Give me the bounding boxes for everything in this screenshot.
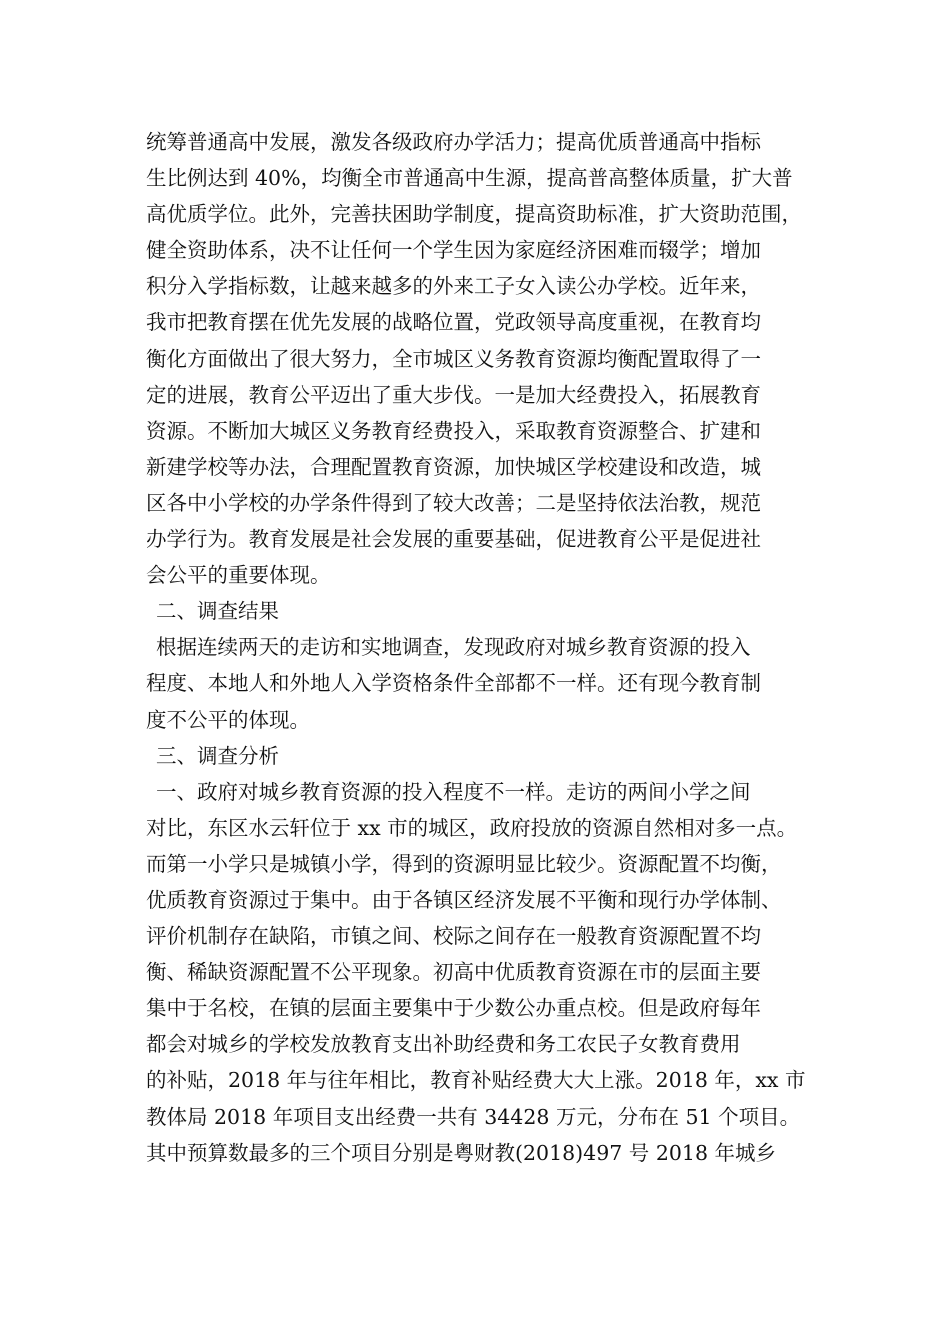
- paragraph-line: 统筹普通高中发展，激发各级政府办学活力；提高优质普通高中指标: [146, 130, 761, 154]
- paragraph-line: 定的进展，教育公平迈出了重大步伐。一是加大经费投入，拓展教育: [146, 382, 761, 407]
- paragraph-line: 健全资助体系，决不让任何一个学生因为家庭经济困难而辍学；增加: [146, 238, 761, 263]
- paragraph-line: 其中预算数最多的三个项目分别是粤财教(2018)497 号 2018 年城乡: [146, 1140, 777, 1165]
- paragraph-line-indented: 三、调查分析: [156, 743, 279, 768]
- paragraph-line-indented: 一、政府对城乡教育资源的投入程度不一样。走访的两间小学之间: [156, 779, 751, 804]
- paragraph-line: 办学行为。教育发展是社会发展的重要基础，促进教育公平是促进社: [146, 527, 761, 552]
- paragraph-line: 都会对城乡的学校发放教育支出补助经费和务工农民子女教育费用: [146, 1032, 741, 1057]
- paragraph-line: 教体局 2018 年项目支出经费一共有 34428 万元，分布在 51 个项目。: [146, 1104, 801, 1129]
- paragraph-line: 优质教育资源过于集中。由于各镇区经济发展不平衡和现行办学体制、: [146, 887, 782, 912]
- paragraph-line: 会公平的重要体现。: [146, 563, 331, 588]
- paragraph-line: 高优质学位。此外，完善扶困助学制度，提高资助标准，扩大资助范围，: [146, 202, 802, 227]
- paragraph-line-indented: 根据连续两天的走访和实地调查，发现政府对城乡教育资源的投入: [156, 635, 751, 660]
- body-text: [146, 124, 846, 1171]
- paragraph-line: 生比例达到 40%，均衡全市普通高中生源，提高普高整体质量，扩大普: [146, 166, 793, 191]
- paragraph-line: 我市把教育摆在优先发展的战略位置，党政领导高度重视，在教育均: [146, 310, 761, 335]
- paragraph-line: 评价机制存在缺陷，市镇之间、校际之间存在一般教育资源配置不均: [146, 924, 761, 949]
- paragraph-line: 区各中小学校的办学条件得到了较大改善；二是坚持依法治教，规范: [146, 490, 761, 515]
- paragraph-line: 资源。不断加大城区义务教育经费投入，采取教育资源整合、扩建和: [146, 418, 761, 443]
- paragraph-line: 新建学校等办法，合理配置教育资源，加快城区学校建设和改造，城: [146, 454, 761, 479]
- paragraph-line: 而第一小学只是城镇小学，得到的资源明显比较少。资源配置不均衡，: [146, 851, 782, 876]
- paragraph-line: 度不公平的体现。: [146, 707, 310, 732]
- paragraph-line: 程度、本地人和外地人入学资格条件全部都不一样。还有现今教育制: [146, 671, 761, 696]
- paragraph-line-indented: 二、调查结果: [156, 599, 279, 624]
- paragraph-line: 对比，东区水云轩位于 xx 市的城区，政府投放的资源自然相对多一点。: [146, 815, 798, 840]
- paragraph-line: 衡、稀缺资源配置不公平现象。初高中优质教育资源在市的层面主要: [146, 960, 761, 985]
- paragraph-line: 集中于名校，在镇的层面主要集中于少数公办重点校。但是政府每年: [146, 996, 761, 1021]
- paragraph-line: 的补贴，2018 年与往年相比，教育补贴经费大大上涨。2018 年，xx 市: [146, 1068, 806, 1093]
- paragraph-line: 衡化方面做出了很大努力，全市城区义务教育资源均衡配置取得了一: [146, 346, 761, 371]
- paragraph-line: 积分入学指标数，让越来越多的外来工子女入读公办学校。近年来，: [146, 274, 761, 299]
